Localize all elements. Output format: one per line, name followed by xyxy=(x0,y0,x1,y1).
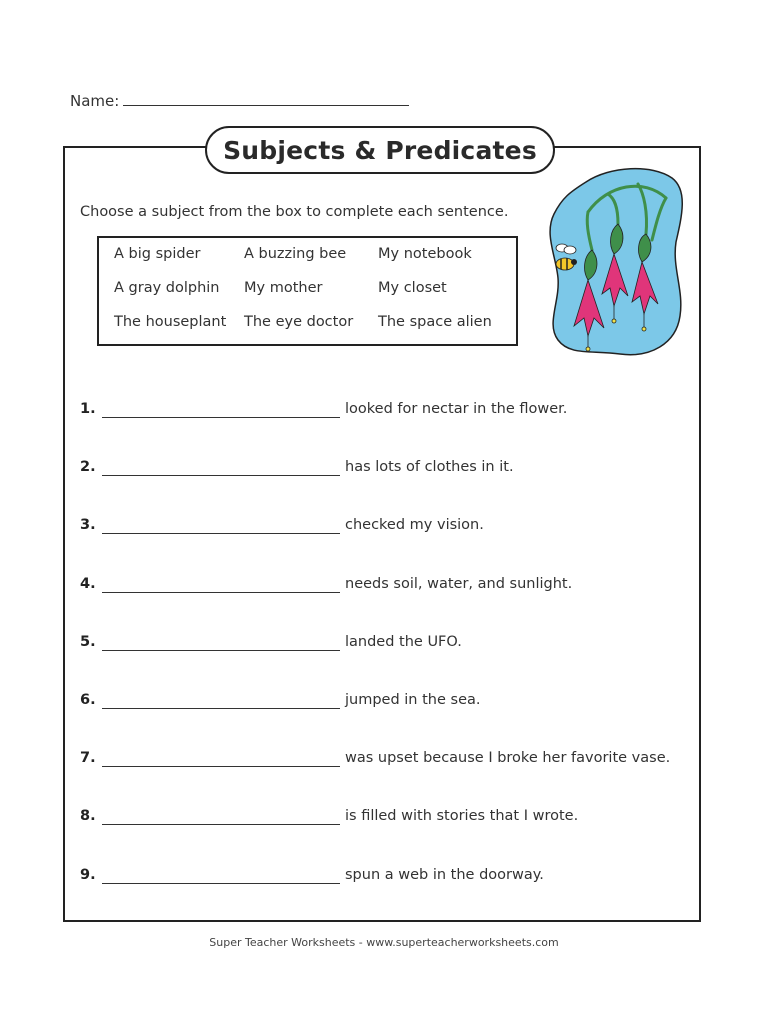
name-blank-line[interactable] xyxy=(123,91,409,106)
word-bank-item: My mother xyxy=(244,280,323,296)
word-bank-item: My closet xyxy=(378,280,447,296)
question-number: 6. xyxy=(80,692,96,708)
fuchsia-flower-illustration xyxy=(548,164,686,360)
question-number: 1. xyxy=(80,401,96,417)
question-predicate: was upset because I broke her favorite vase. xyxy=(345,750,671,766)
answer-blank-line[interactable] xyxy=(102,416,340,418)
question-number: 7. xyxy=(80,750,96,766)
word-bank-item: The houseplant xyxy=(114,314,227,330)
page-title: Subjects & Predicates xyxy=(223,135,537,165)
question-predicate: checked my vision. xyxy=(345,517,484,533)
question-number: 3. xyxy=(80,517,96,533)
question-predicate: has lots of clothes in it. xyxy=(345,459,514,475)
question-number: 4. xyxy=(80,576,96,592)
word-bank-item: A big spider xyxy=(114,246,201,262)
instructions-text: Choose a subject from the box to complete each sentence. xyxy=(80,204,509,220)
question-number: 8. xyxy=(80,808,96,824)
name-field xyxy=(70,91,409,110)
name-label: Name: xyxy=(70,92,120,110)
answer-blank-line[interactable] xyxy=(102,882,340,884)
word-bank-item: The space alien xyxy=(378,314,492,330)
answer-blank-line[interactable] xyxy=(102,707,340,709)
question-predicate: is filled with stories that I wrote. xyxy=(345,808,579,824)
question-number: 5. xyxy=(80,634,96,650)
word-bank-item: My notebook xyxy=(378,246,472,262)
word-bank-item: The eye doctor xyxy=(244,314,354,330)
word-bank-item: A buzzing bee xyxy=(244,246,347,262)
answer-blank-line[interactable] xyxy=(102,591,340,593)
answer-blank-line[interactable] xyxy=(102,649,340,651)
title-banner xyxy=(205,126,555,174)
question-predicate: looked for nectar in the flower. xyxy=(345,401,568,417)
answer-blank-line[interactable] xyxy=(102,765,340,767)
footer-credit: Super Teacher Worksheets - www.superteacherworksheets.com xyxy=(209,936,559,949)
word-bank-item: A gray dolphin xyxy=(114,280,220,296)
question-predicate: landed the UFO. xyxy=(345,634,462,650)
question-predicate: spun a web in the doorway. xyxy=(345,867,544,883)
question-predicate: needs soil, water, and sunlight. xyxy=(345,576,573,592)
answer-blank-line[interactable] xyxy=(102,474,340,476)
question-number: 2. xyxy=(80,459,96,475)
answer-blank-line[interactable] xyxy=(102,532,340,534)
question-number: 9. xyxy=(80,867,96,883)
question-predicate: jumped in the sea. xyxy=(345,692,481,708)
answer-blank-line[interactable] xyxy=(102,823,340,825)
